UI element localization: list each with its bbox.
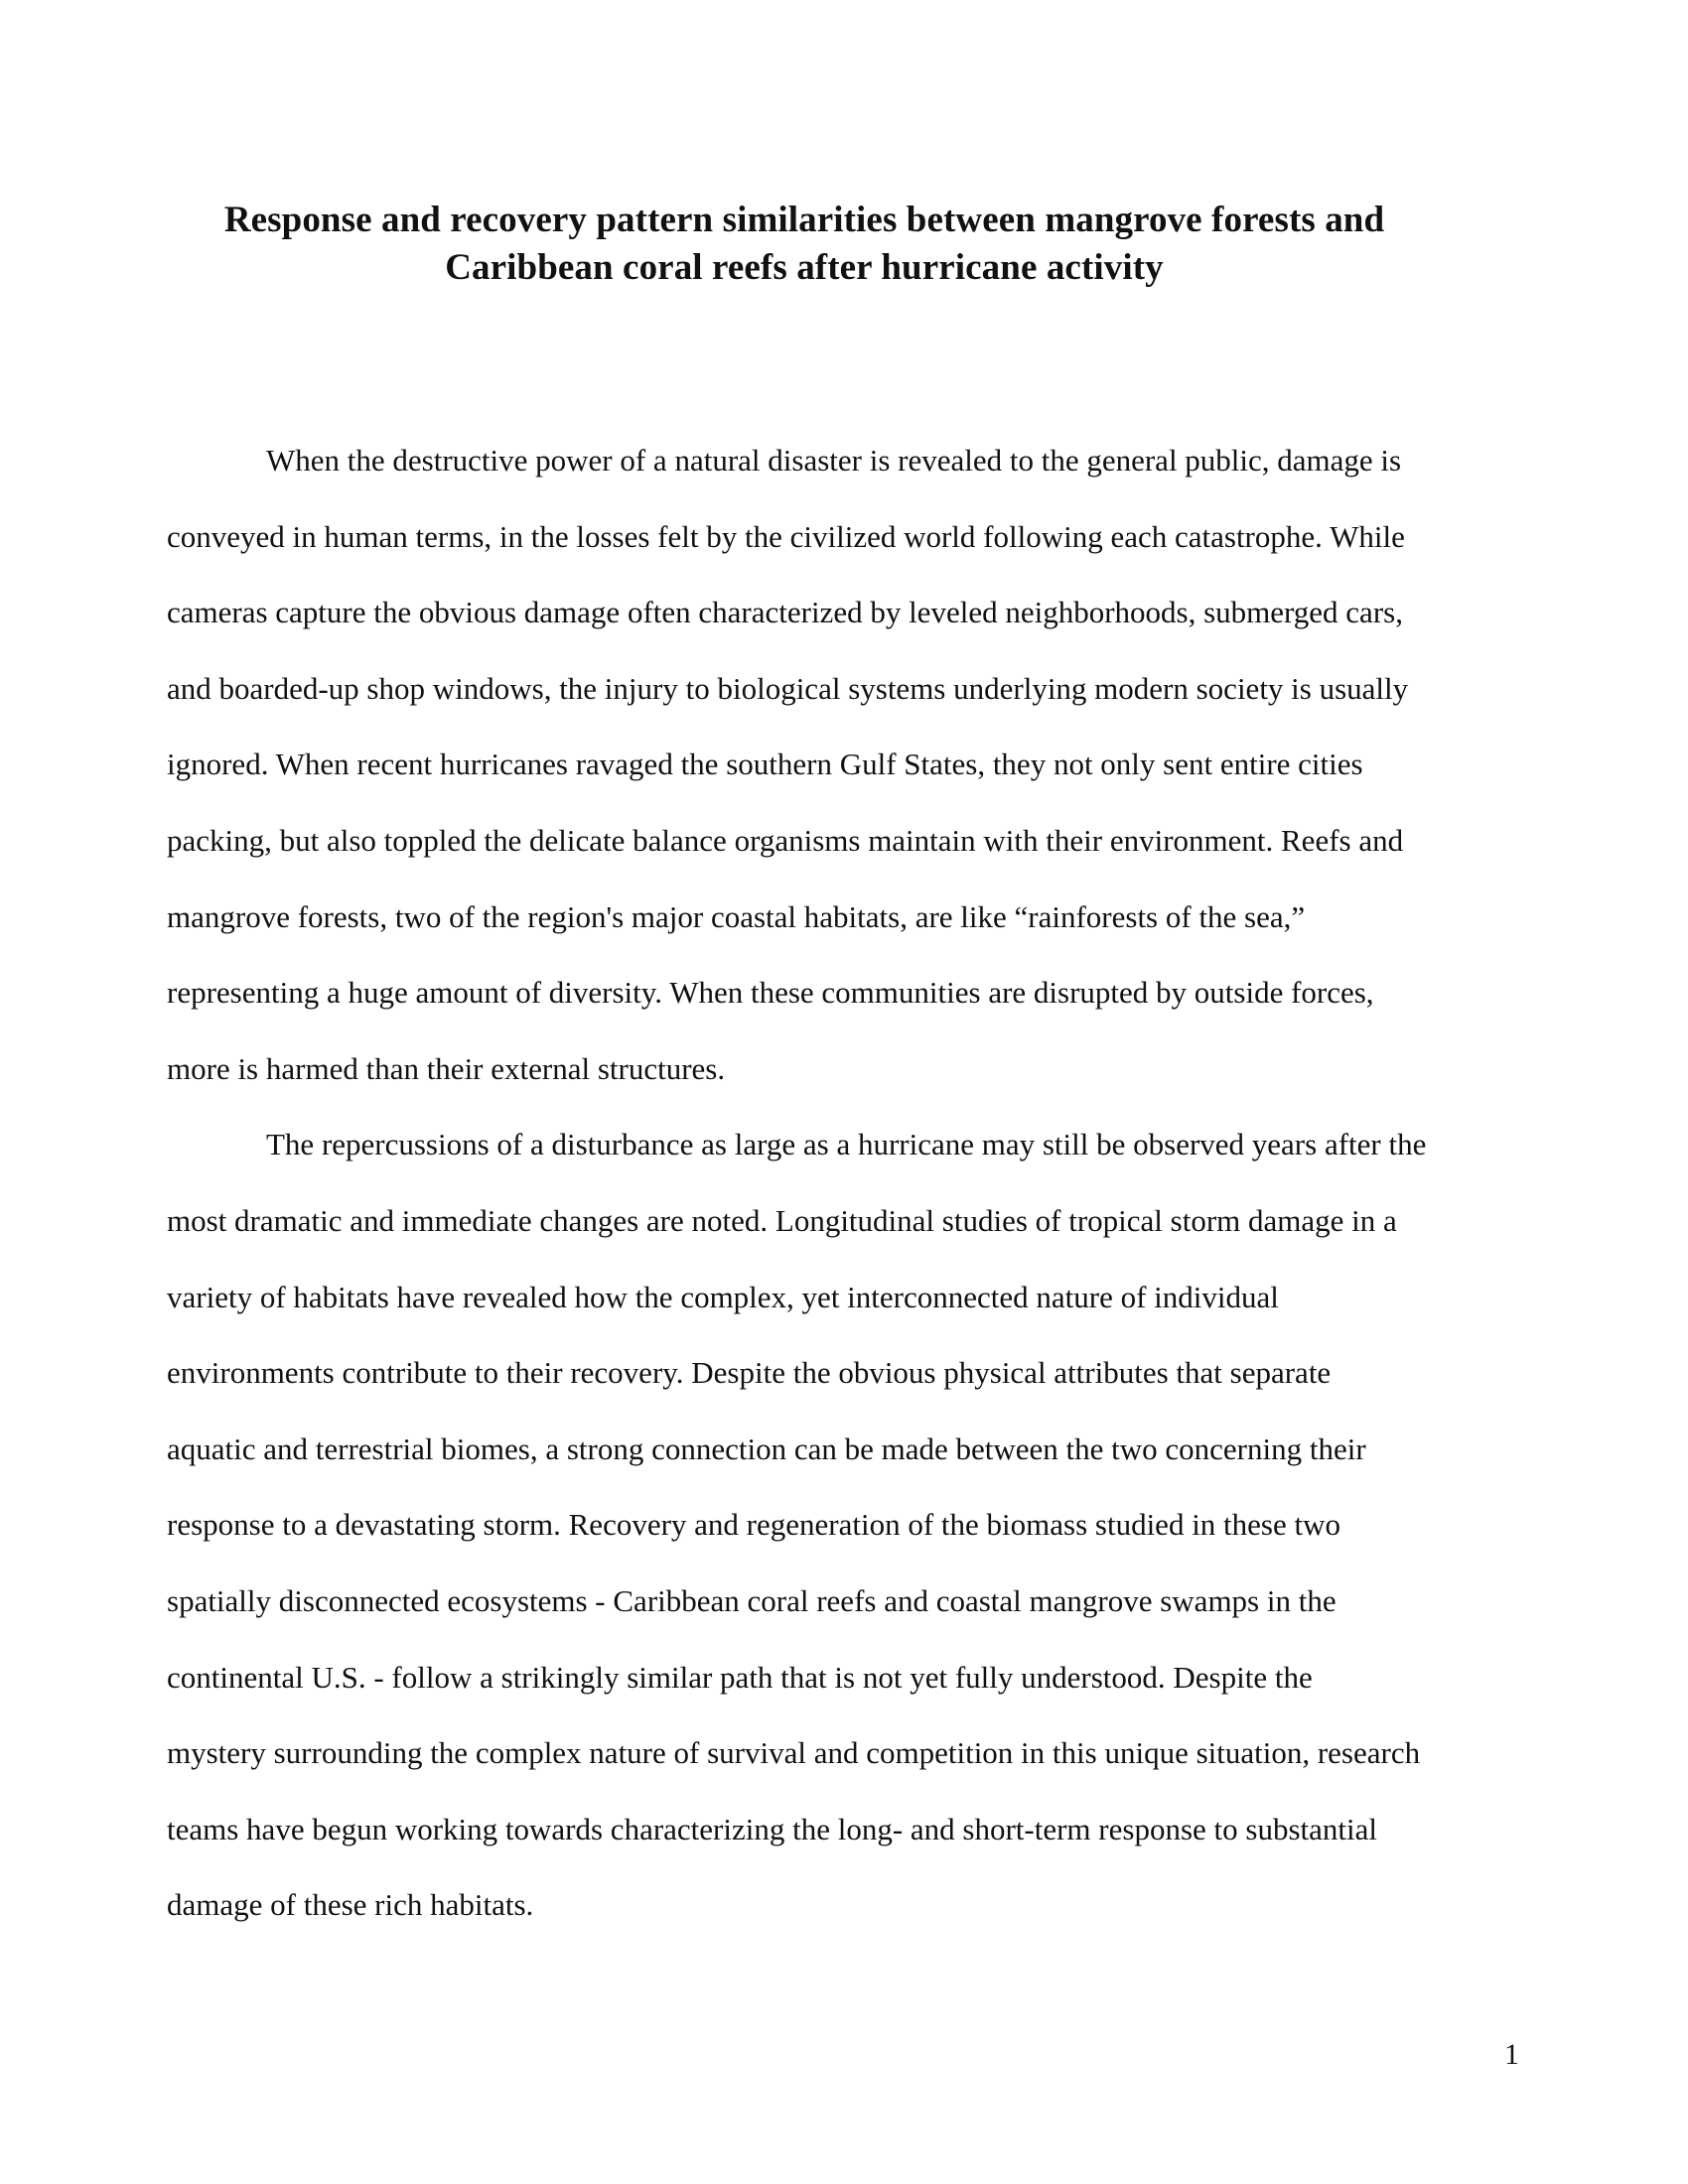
- text-line: mangrove forests, two of the region's major coastal habitats, are like “rainforests of the sea,”: [167, 898, 1306, 934]
- text-line: conveyed in human terms, in the losses felt by the civilized world following each catastrophe. While: [167, 518, 1405, 554]
- text-line: most dramatic and immediate changes are noted. Longitudinal studies of tropical storm damage in a: [167, 1202, 1397, 1238]
- text-line: packing, but also toppled the delicate balance organisms maintain with their environment. Reefs and: [167, 822, 1404, 858]
- text-line: When the destructive power of a natural disaster is revealed to the general public, damage is: [266, 443, 1402, 478]
- text-line: The repercussions of a disturbance as large as a hurricane may still be observed years after the: [266, 1127, 1427, 1162]
- text-line: aquatic and terrestrial biomes, a strong connection can be made between the two concerning their: [167, 1431, 1366, 1466]
- text-line: environments contribute to their recovery. Despite the obvious physical attributes that separate: [167, 1355, 1332, 1391]
- text-line: representing a huge amount of diversity. When these communities are disrupted by outside forces,: [167, 975, 1374, 1011]
- document-title: [167, 197, 1442, 292]
- text-line: teams have begun working towards characterizing the long- and short-term response to substantial: [167, 1811, 1377, 1846]
- text-line: continental U.S. - follow a strikingly similar path that is not yet fully understood. Despite the: [167, 1659, 1313, 1695]
- text-line: damage of these rich habitats.: [167, 1887, 534, 1923]
- paragraph-1: [167, 423, 1537, 1107]
- text-line: mystery surrounding the complex nature of survival and competition in this unique situation, research: [167, 1735, 1421, 1771]
- text-line: cameras capture the obvious damage often characterized by leveled neighborhoods, submerged cars,: [167, 595, 1403, 630]
- text-line: and boarded-up shop windows, the injury to biological systems underlying modern society is usually: [167, 670, 1409, 706]
- text-line: more is harmed than their external structures.: [167, 1050, 726, 1086]
- text-line: spatially disconnected ecosystems - Caribbean coral reefs and coastal mangrove swamps in the: [167, 1582, 1336, 1618]
- paragraph-2: [167, 1107, 1537, 1944]
- page-number: 1: [1504, 2038, 1519, 2071]
- text-line: response to a devastating storm. Recovery and regeneration of the biomass studied in these two: [167, 1507, 1340, 1543]
- title-line: Response and recovery pattern similarities between mangrove forests and: [223, 200, 1385, 240]
- document-body: [167, 423, 1537, 1944]
- title-line: Caribbean coral reefs after hurricane activity: [445, 247, 1164, 288]
- text-line: ignored. When recent hurricanes ravaged the southern Gulf States, they not only sent entire cities: [167, 747, 1363, 782]
- text-line: variety of habitats have revealed how the complex, yet interconnected nature of individual: [167, 1279, 1279, 1314]
